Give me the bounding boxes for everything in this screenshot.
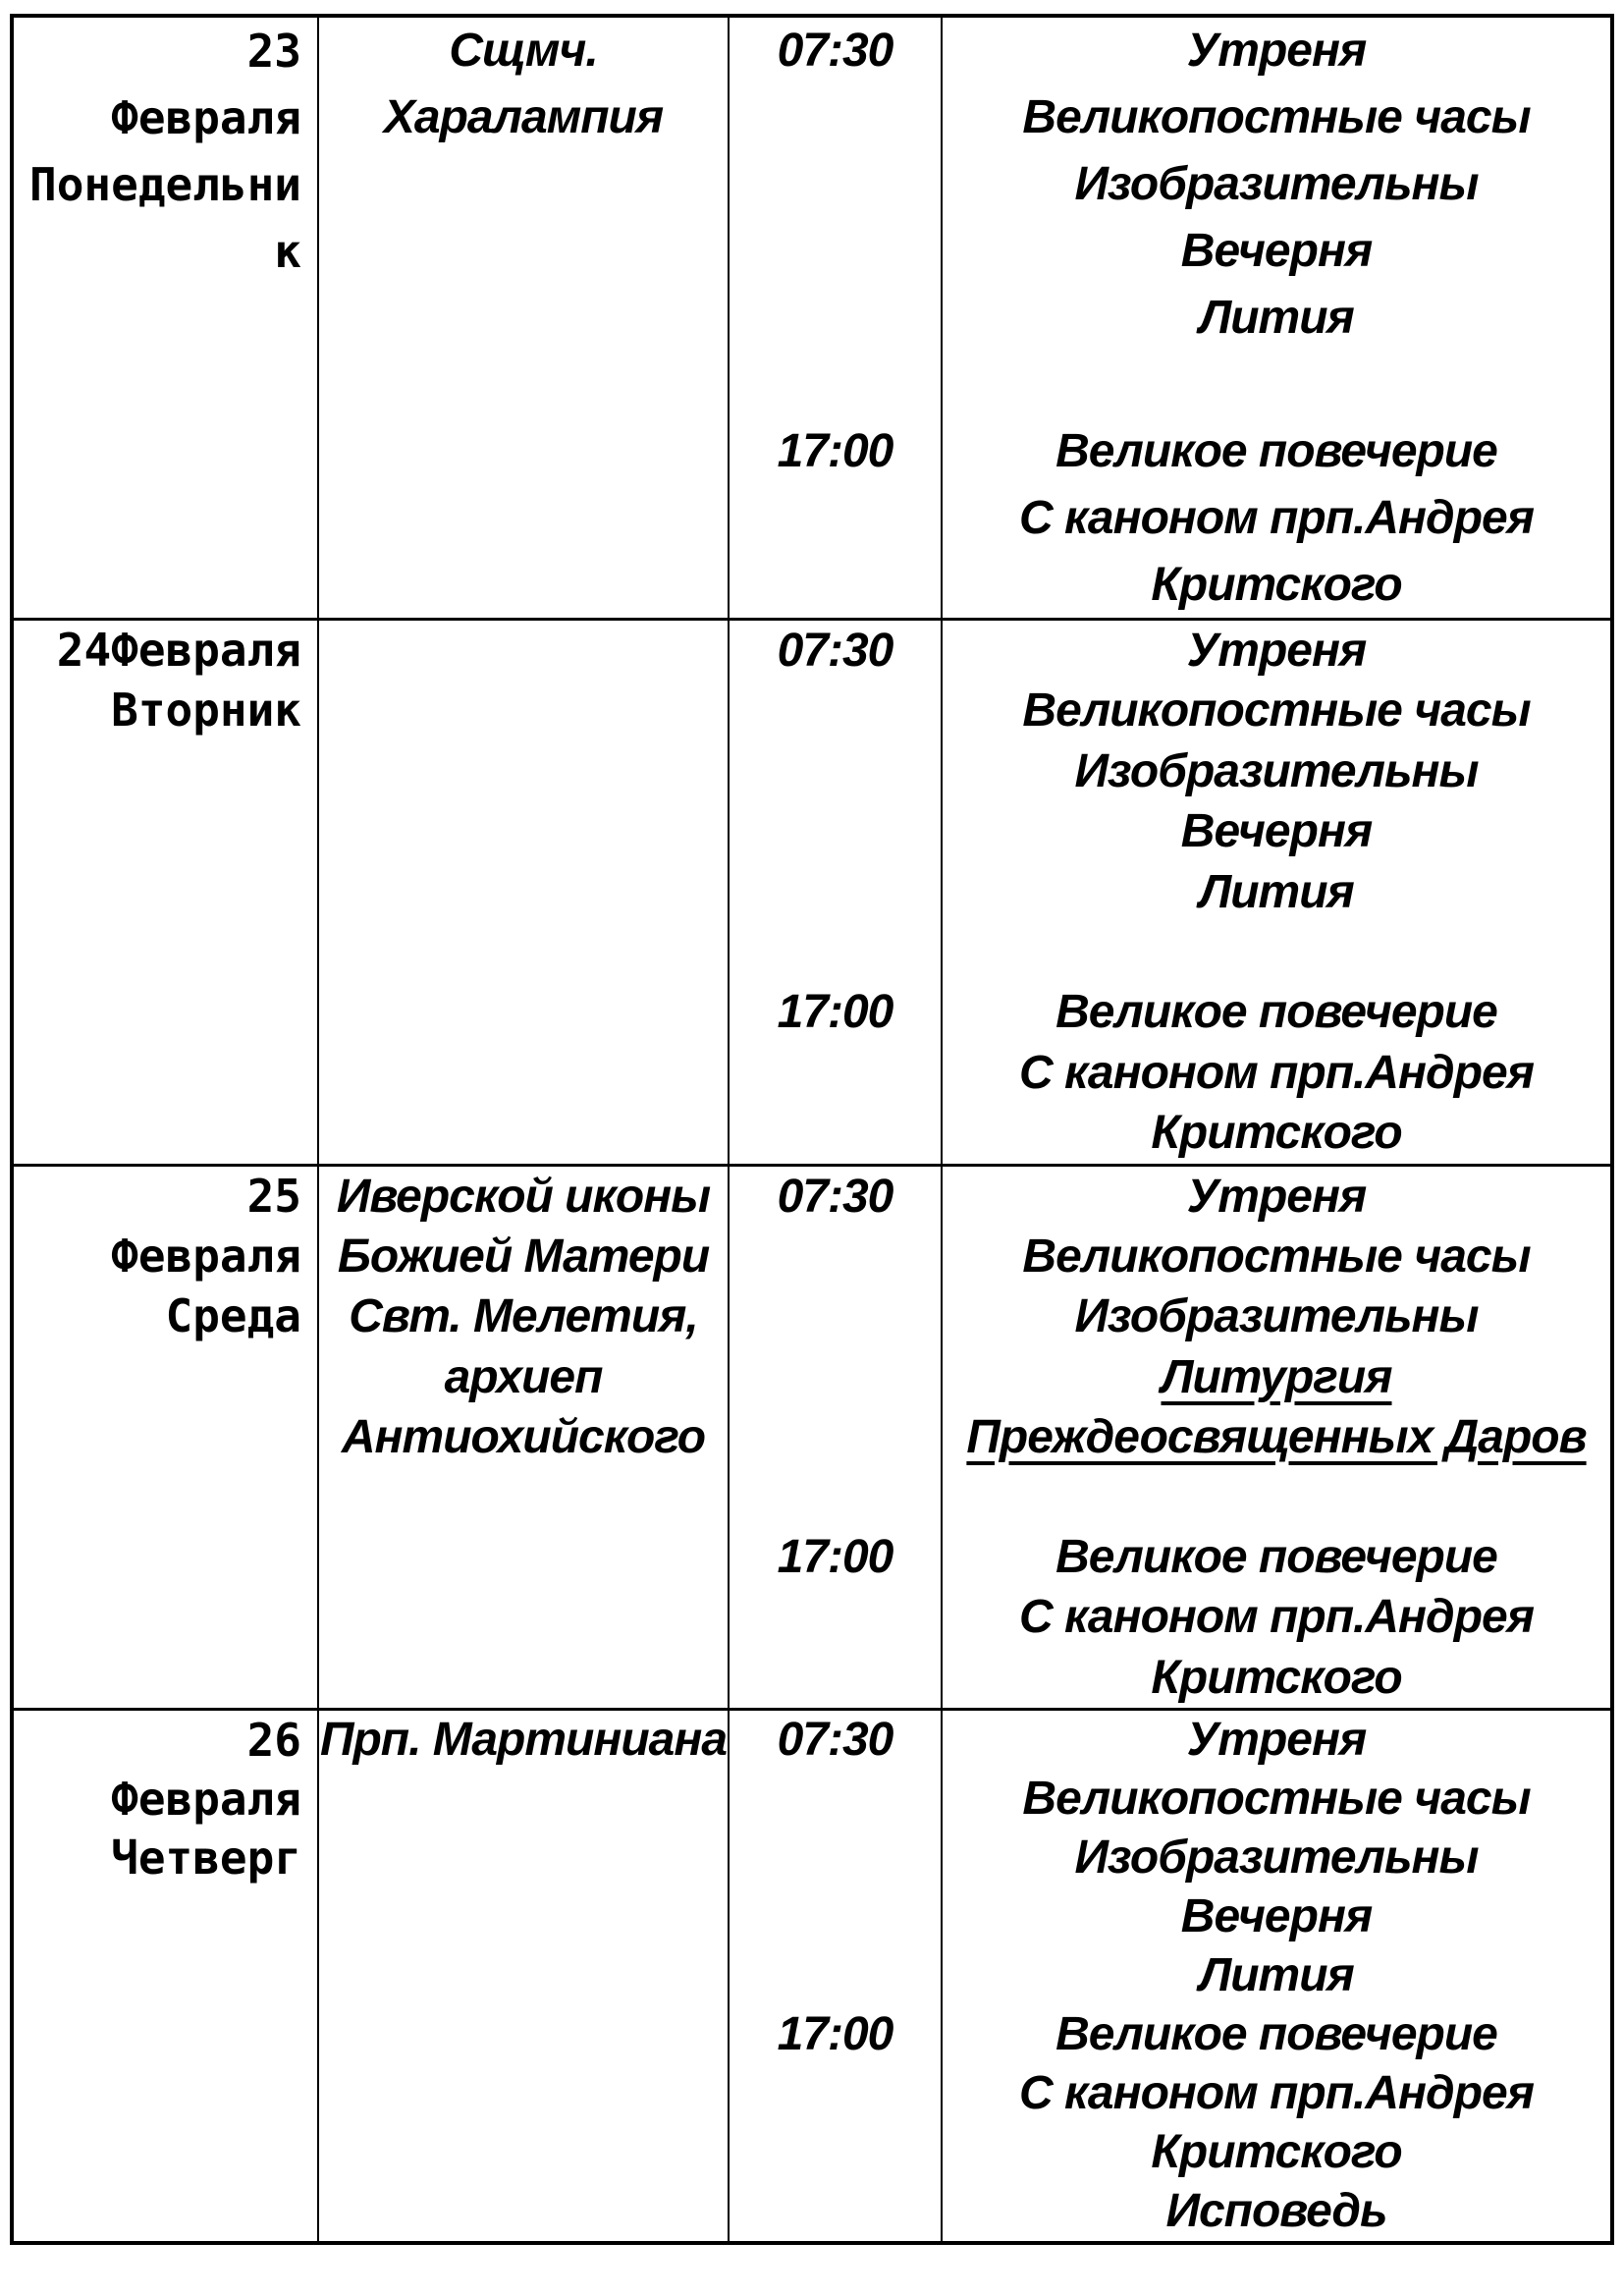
text-line	[730, 1887, 941, 1946]
text-line: 24Февраля	[56, 624, 301, 677]
text-line: Свт. Мелетия,	[349, 1290, 698, 1343]
text-line: Февраля	[111, 1773, 301, 1826]
saint-cell	[317, 1711, 728, 2241]
text-line: С каноном прп.Андрея	[1019, 2067, 1534, 2119]
text-line	[730, 1043, 941, 1103]
text-line: Февраля	[111, 91, 301, 144]
time-cell	[728, 1711, 941, 2241]
saint-cell	[317, 18, 728, 618]
schedule-row	[14, 618, 1610, 1164]
text-line: Антиохийского	[341, 1410, 706, 1463]
text-line: Критского	[1151, 559, 1402, 611]
text-line	[730, 681, 941, 740]
services-cell	[941, 1711, 1610, 2241]
text-line: Лития	[1199, 292, 1354, 344]
text-line: Утреня	[1186, 1714, 1367, 1766]
text-line: Харалампия	[383, 91, 664, 143]
text-line: Четверг	[111, 1831, 301, 1885]
text-line: Литургия	[1161, 1350, 1392, 1403]
text-line: 07:30	[777, 25, 893, 77]
text-line	[730, 1103, 941, 1163]
text-line: Критского	[1151, 1107, 1402, 1160]
text-line	[730, 1648, 941, 1708]
text-line	[730, 84, 941, 151]
services-cell	[941, 621, 1610, 1164]
services-cell	[941, 1167, 1610, 1708]
text-line: Лития	[1199, 1949, 1354, 2001]
services-cell	[941, 18, 1610, 618]
text-line: 17:00	[777, 2008, 893, 2060]
text-line	[943, 352, 1610, 418]
text-line: Изобразительны	[1074, 158, 1479, 210]
text-line	[730, 1407, 941, 1467]
text-line: Изобразительны	[1074, 744, 1479, 797]
text-line	[730, 485, 941, 552]
text-line	[730, 352, 941, 418]
date-cell	[14, 18, 317, 618]
text-line	[730, 1467, 941, 1527]
text-line	[730, 801, 941, 861]
text-line: Великое повечерие	[1055, 425, 1497, 477]
text-line: Утреня	[1186, 25, 1367, 77]
schedule-row	[14, 1708, 1610, 2241]
text-line: С каноном прп.Андрея	[1019, 1046, 1534, 1099]
text-line: к	[274, 225, 301, 278]
text-line	[730, 922, 941, 982]
text-line: 17:00	[777, 986, 893, 1039]
text-line: Божией Матери	[337, 1230, 710, 1284]
text-line: Утреня	[1186, 625, 1367, 677]
text-line	[730, 1286, 941, 1346]
text-line: Вечерня	[1180, 225, 1373, 277]
text-line: Иверской иконы	[336, 1171, 711, 1223]
text-line	[943, 1467, 1610, 1527]
text-line: Великопостные часы	[1022, 684, 1531, 738]
text-line: Великое повечерие	[1055, 2008, 1497, 2060]
text-line: Среда	[165, 1289, 301, 1343]
text-line: Изобразительны	[1074, 1831, 1479, 1884]
text-line: Великопостные часы	[1022, 1773, 1531, 1825]
text-line: С каноном прп.Андрея	[1019, 1591, 1534, 1644]
text-line	[730, 285, 941, 352]
text-line: С каноном прп.Андрея	[1019, 492, 1534, 544]
time-cell	[728, 18, 941, 618]
text-line: 17:00	[777, 1531, 893, 1584]
text-line: Великое повечерие	[1055, 986, 1497, 1039]
text-line: Преждеосвященных Даров	[966, 1410, 1587, 1463]
text-line	[730, 151, 941, 218]
text-line	[943, 922, 1610, 982]
text-line	[730, 1770, 941, 1829]
text-line: 23	[246, 25, 301, 78]
text-line: Февраля	[111, 1230, 301, 1284]
text-line	[730, 2123, 941, 2182]
text-line: 25	[246, 1170, 301, 1223]
schedule-row	[14, 18, 1610, 618]
text-line	[730, 2064, 941, 2123]
text-line: 07:30	[777, 1714, 893, 1766]
service-schedule-table	[10, 14, 1614, 2245]
text-line	[730, 1587, 941, 1647]
text-line: архиеп	[444, 1350, 603, 1403]
text-line: Понедельни	[29, 158, 301, 211]
text-line: Исповедь	[1165, 2185, 1387, 2237]
text-line: Великопостные часы	[1022, 1230, 1531, 1284]
saint-cell	[317, 1167, 728, 1708]
text-line: Критского	[1151, 1651, 1402, 1704]
text-line: 26	[246, 1714, 301, 1767]
text-line: 17:00	[777, 425, 893, 477]
text-line	[730, 862, 941, 922]
text-line	[730, 1829, 941, 1887]
text-line: Изобразительны	[1074, 1290, 1479, 1343]
text-line: Критского	[1151, 2126, 1402, 2178]
time-cell	[728, 621, 941, 1164]
text-line: Лития	[1199, 865, 1354, 918]
date-cell	[14, 1167, 317, 1708]
text-line: Вечерня	[1180, 1890, 1373, 1942]
text-line: Великопостные часы	[1022, 91, 1531, 143]
text-line: Прп. Мартиниана	[319, 1714, 728, 1766]
date-cell	[14, 621, 317, 1164]
text-line	[730, 218, 941, 285]
text-line: Вечерня	[1180, 805, 1373, 858]
text-line: Вторник	[111, 683, 301, 738]
text-line	[730, 552, 941, 618]
text-line	[730, 1946, 941, 2005]
text-line: 07:30	[777, 625, 893, 677]
text-line	[730, 1227, 941, 1286]
text-line: 07:30	[777, 1171, 893, 1223]
text-line	[730, 2182, 941, 2241]
saint-cell	[317, 621, 728, 1164]
text-line: Утреня	[1186, 1171, 1367, 1223]
time-cell	[728, 1167, 941, 1708]
text-line: Великое повечерие	[1055, 1531, 1497, 1584]
text-line	[730, 741, 941, 801]
schedule-row	[14, 1164, 1610, 1708]
text-line	[730, 1347, 941, 1407]
text-line: Сщмч.	[449, 25, 598, 77]
date-cell	[14, 1711, 317, 2241]
